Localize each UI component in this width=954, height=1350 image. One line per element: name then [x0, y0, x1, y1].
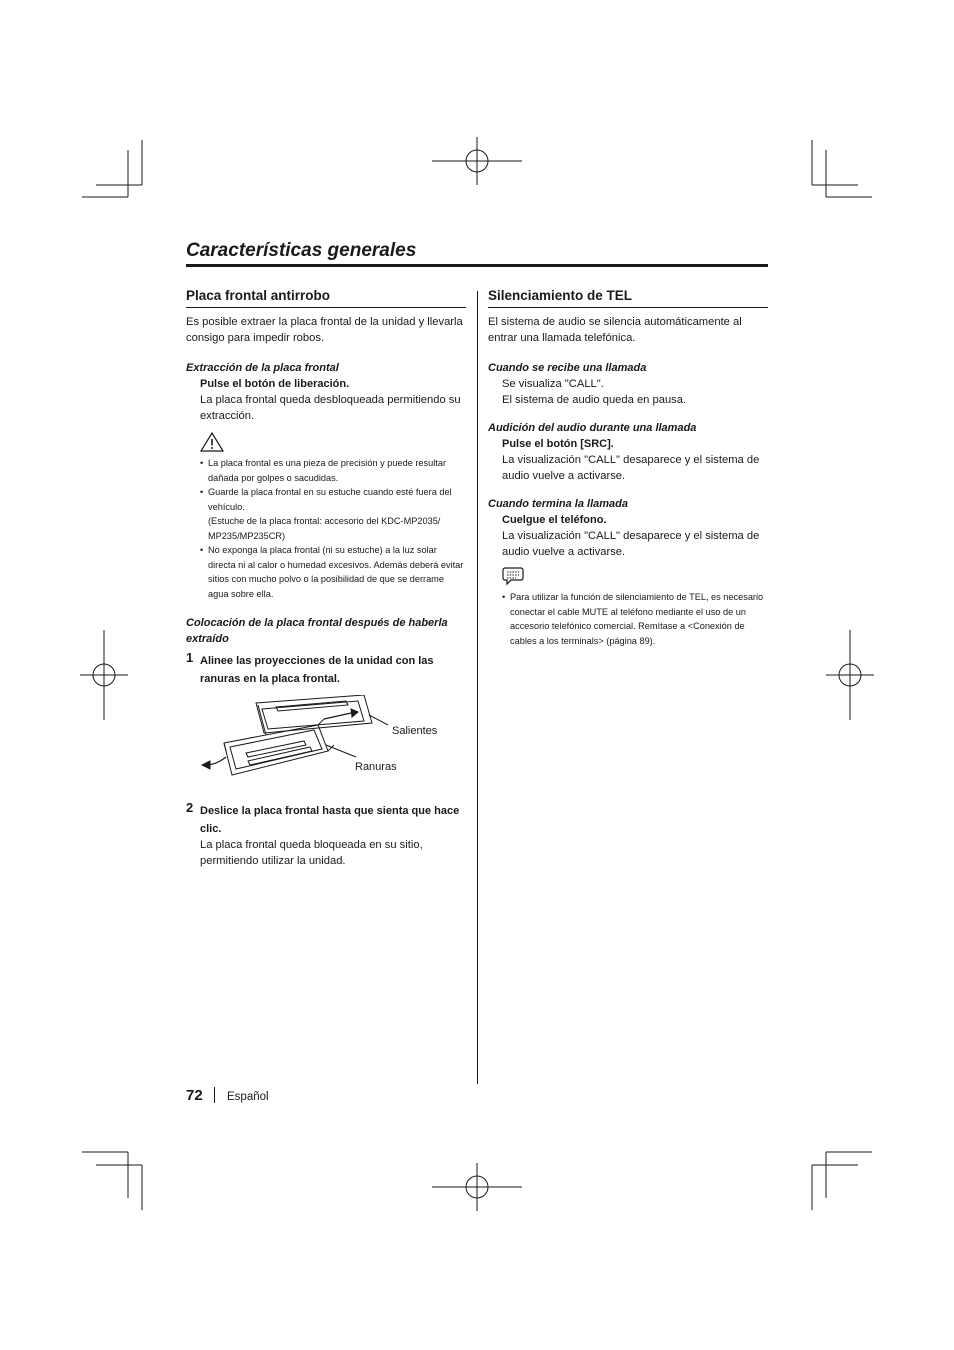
intro-text: El sistema de audio se silencia automáticamente al entrar una llamada telefónica. — [488, 316, 742, 344]
label-slots: Ranuras — [355, 761, 397, 773]
incoming-line-1: Se visualiza "CALL". — [502, 378, 604, 390]
footer-language: Español — [227, 1091, 269, 1103]
caution-bullet: • La placa frontal es una pieza de precisión y puede resultar dañada por golpes o sacudidas. — [200, 458, 447, 483]
subheading-call-ended: Cuando termina la llamada — [488, 498, 628, 510]
column-divider — [477, 291, 478, 1084]
intro-text: Es posible extraer la placa frontal de la unidad y llevarla consigo para impedir robos. — [186, 316, 463, 344]
incoming-line-2: El sistema de audio queda en pausa. — [502, 394, 687, 406]
caution-bullet-continuation: (Estuche de la placa frontal: accesorio del KDC-MP2035/ MP235/MP235CR) — [208, 516, 441, 541]
right-column — [488, 287, 768, 648]
subheading-incoming-call: Cuando se recibe una llamada — [488, 362, 647, 374]
ended-action: Cuelgue el teléfono. — [502, 514, 607, 526]
step-2 — [186, 801, 466, 837]
note-bullet: • Para utilizar la función de silenciamiento de TEL, es necesario conectar el cable MUTE al teléfono mediante el uso de un accesorio telefónico comercial. Remítase a <Conexión de cables a los terminals> (página 89). — [502, 592, 764, 646]
warning-triangle-icon — [186, 432, 466, 454]
listening-result: La visualización "CALL" desaparece y el sistema de audio vuelve a activarse. — [502, 454, 760, 482]
footer-divider — [214, 1087, 215, 1103]
step-2-text: Deslice la placa frontal hasta que sienta que hace clic. — [200, 805, 460, 835]
removal-result: La placa frontal queda desbloqueada permitiendo su extracción. — [200, 394, 461, 422]
section-heading-tel-mute: Silenciamiento de TEL — [488, 288, 633, 303]
subheading-removal: Extracción de la placa frontal — [186, 362, 339, 374]
page-title: Características generales — [186, 240, 417, 261]
section-rule — [488, 307, 768, 308]
caution-bullet: • No exponga la placa frontal (ni su estuche) a la luz solar directa ni al calor o humedad excesivos. Además deberá evitar sitios con mucho polvo o la posibilidad de que se derrame agua sobre ella. — [200, 545, 464, 599]
removal-action: Pulse el botón de liberación. — [200, 378, 350, 390]
ended-result: La visualización "CALL" desaparece y el sistema de audio vuelve a activarse. — [502, 530, 760, 558]
page-number: 72 — [186, 1087, 203, 1104]
step-1-text: Alinee las proyecciones de la unidad con las ranuras en la placa frontal. — [200, 655, 434, 685]
step-number: 2 — [186, 800, 194, 815]
step-number: 1 — [186, 650, 194, 665]
subheading-listening: Audición del audio durante una llamada — [488, 422, 697, 434]
title-rule — [186, 264, 768, 267]
step-1 — [186, 651, 466, 687]
left-column — [186, 287, 466, 869]
label-protrusions: Salientes — [392, 725, 438, 737]
faceplate-illustration — [186, 695, 466, 795]
note-speech-bubble-icon — [488, 566, 768, 588]
step-2-result: La placa frontal queda bloqueada en su sitio, permitiendo utilizar la unidad. — [200, 839, 423, 867]
caution-bullet: • Guarde la placa frontal en su estuche cuando esté fuera del vehículo. — [200, 487, 452, 512]
subheading-attach: Colocación de la placa frontal después de haberla extraído — [186, 617, 448, 645]
section-heading-anti-theft: Placa frontal antirrobo — [186, 288, 331, 303]
faceplate-drawing — [186, 695, 466, 795]
listening-action: Pulse el botón [SRC]. — [502, 438, 614, 450]
section-rule — [186, 307, 466, 308]
